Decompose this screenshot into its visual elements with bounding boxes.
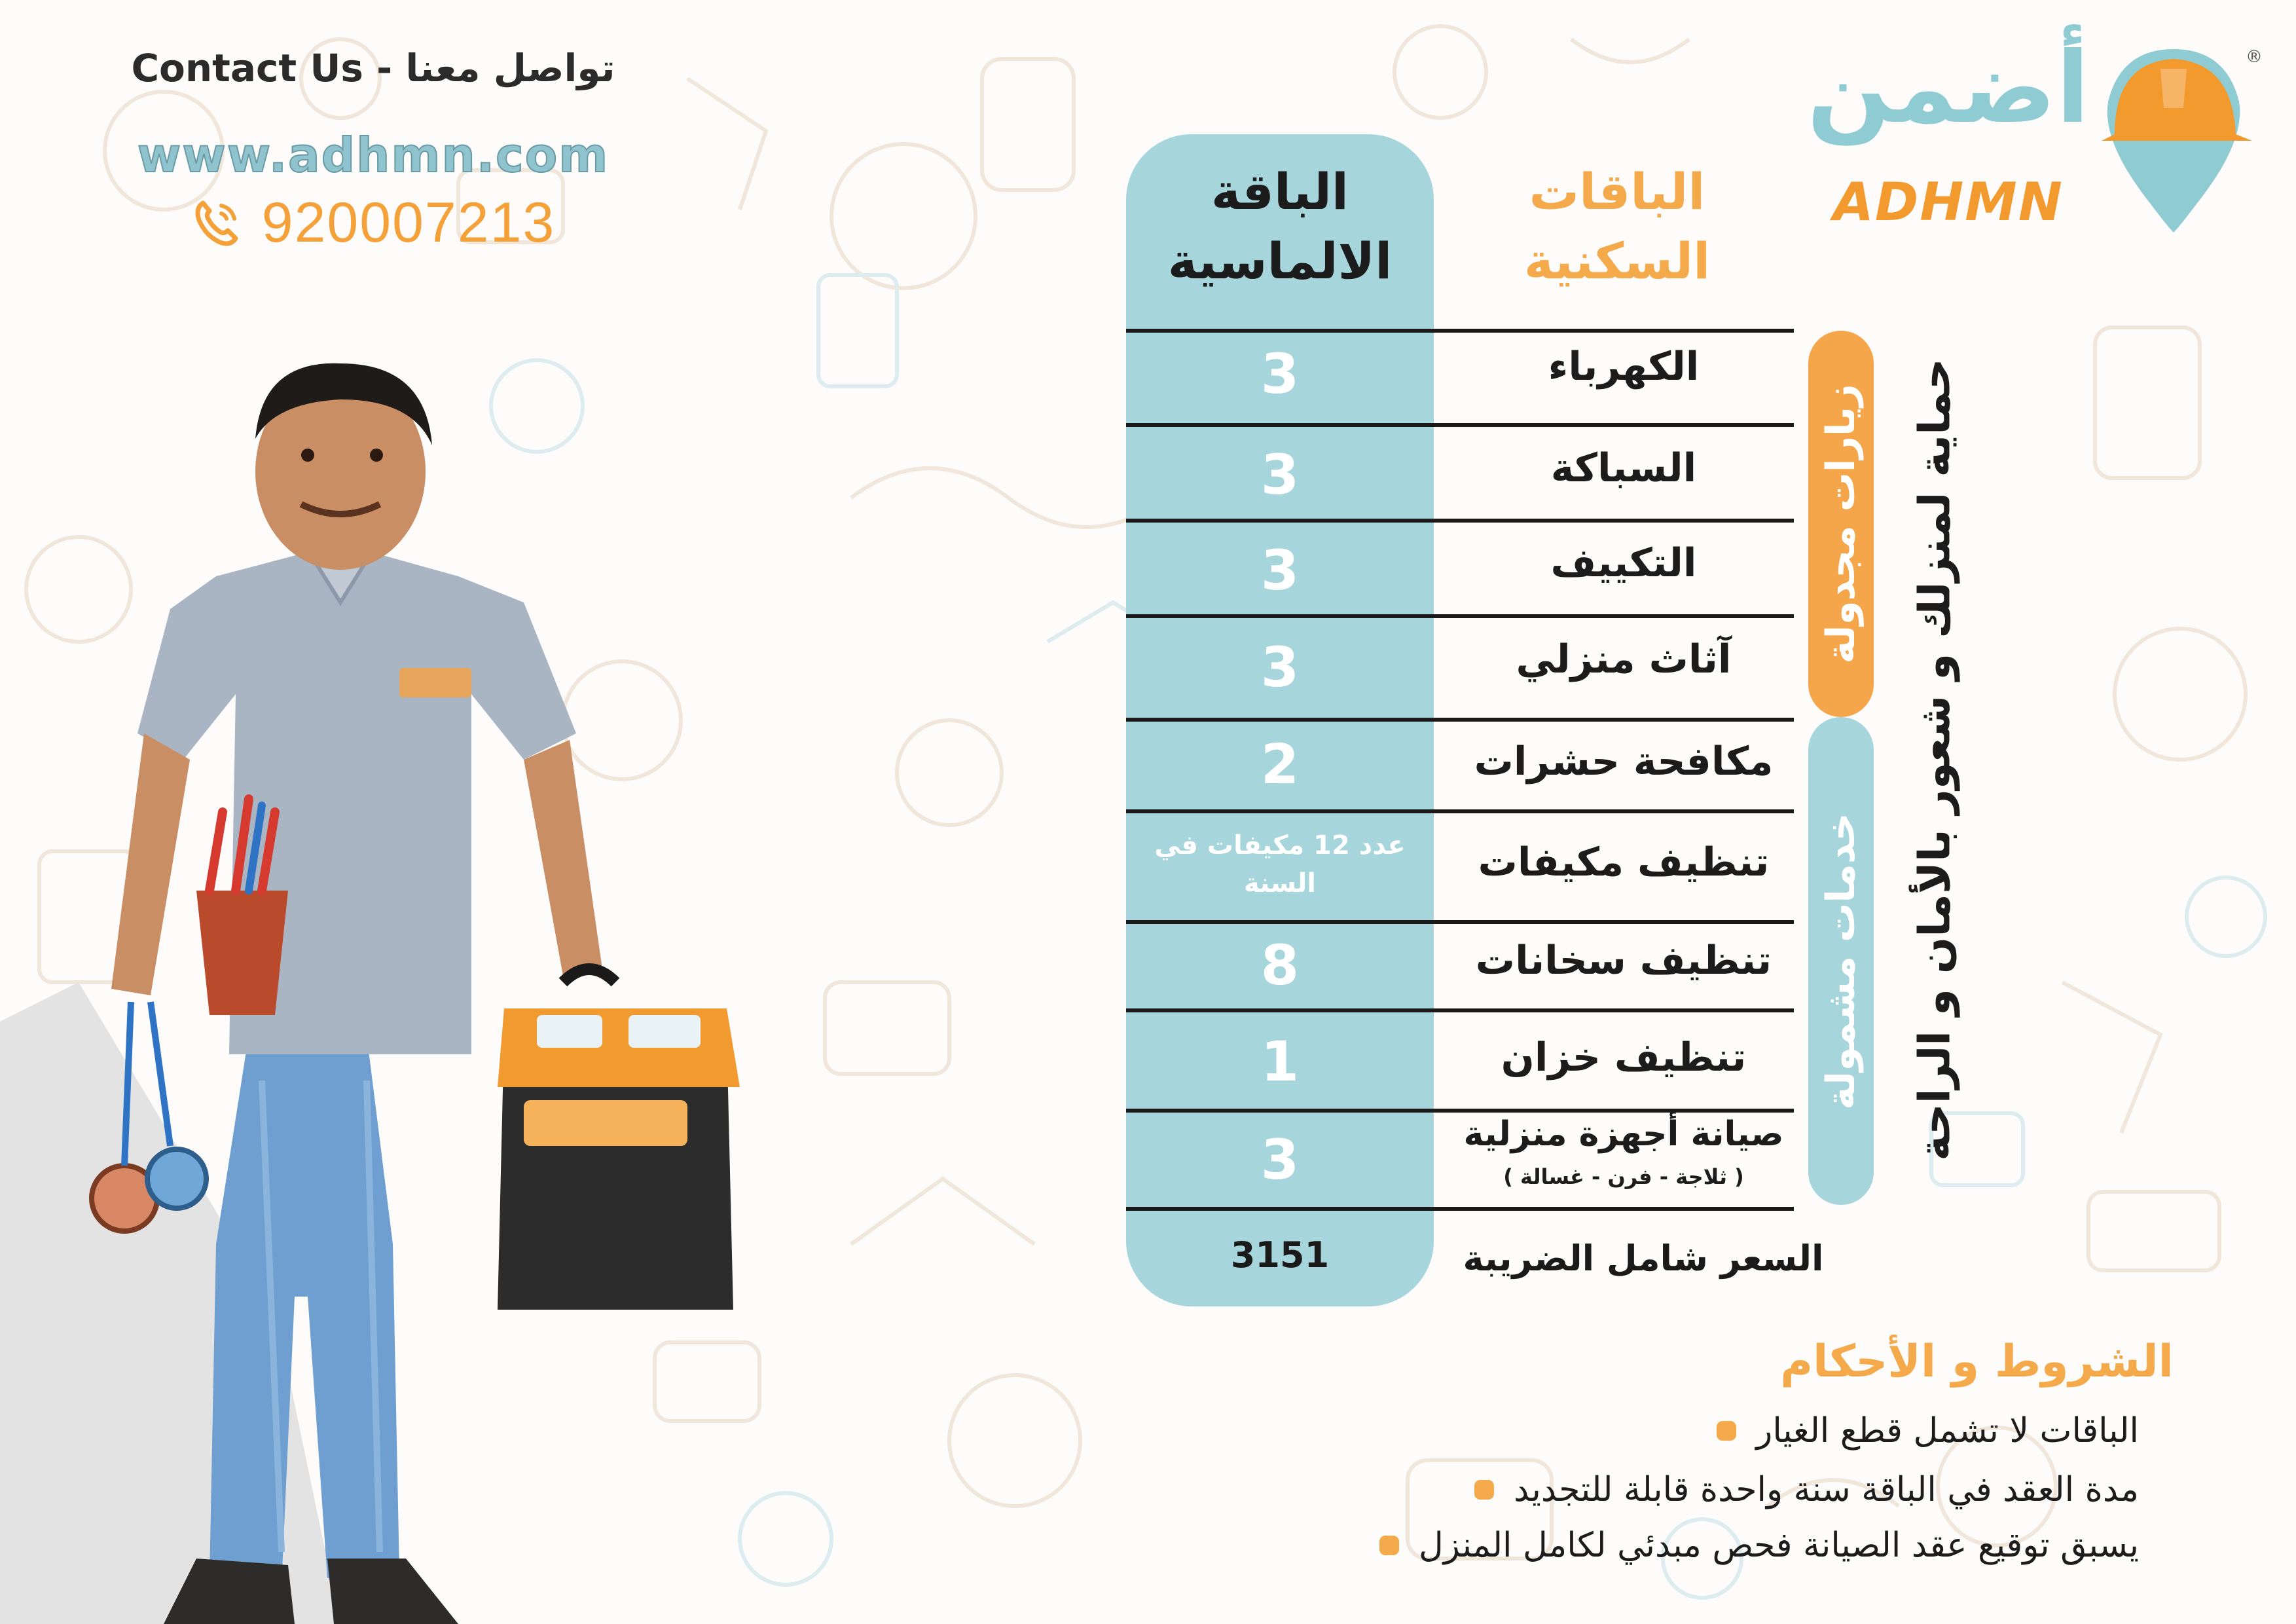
- tagline: حماية لمنزلك و شعور بالأمان و الراحة: [1909, 358, 1960, 1161]
- row-value-appliances: 3: [1260, 1128, 1300, 1192]
- phone-row[interactable]: [170, 190, 576, 255]
- website-link[interactable]: www.adhmn.com: [137, 128, 610, 183]
- row-sublabel-appliances: ( ثلاجة - فرن - غسالة ): [1503, 1164, 1744, 1189]
- logo-english-text: ADHMN: [1833, 172, 2064, 232]
- row-divider: [1126, 718, 1794, 722]
- terms-item-text: مدة العقد في الباقة سنة واحدة قابلة للتجديد: [1514, 1470, 2139, 1509]
- terms-item-text: الباقات لا تشمل قطع الغيار: [1756, 1411, 2139, 1450]
- terms-item: [1474, 1470, 2139, 1509]
- phone-icon: [191, 196, 244, 249]
- row-divider: [1126, 1008, 1794, 1012]
- price-value: 3151: [1230, 1234, 1330, 1276]
- row-label-ac-cleaning: تنظيف مكيفات: [1478, 840, 1770, 885]
- row-label-appliances: صيانة أجهزة منزلية: [1463, 1115, 1784, 1154]
- terms-item-text: يسبق توقيع عقد الصيانة فحص مبدئي لكامل المنزل: [1418, 1526, 2139, 1565]
- logo-arabic-text: أضمن: [1807, 31, 2090, 145]
- bullet-icon: [1717, 1421, 1736, 1441]
- technician-photo: [0, 327, 786, 1624]
- row-value-ac: 3: [1260, 538, 1300, 602]
- registered-mark: ®: [2246, 47, 2263, 67]
- price-label: السعر شامل الضريبة: [1463, 1238, 1824, 1279]
- row-label-pest-control: مكافحة حشرات: [1474, 739, 1774, 784]
- row-value-ac-cleaning: عدد 12 مكيفات في السنة: [1154, 830, 1406, 898]
- row-divider: [1126, 423, 1794, 427]
- row-value-pest-control: 2: [1260, 732, 1300, 796]
- row-label-tank-cleaning: تنظيف خزان: [1501, 1035, 1747, 1080]
- row-divider: [1126, 329, 1794, 333]
- row-divider: [1126, 614, 1794, 618]
- row-label-furniture: آثاث منزلي: [1516, 637, 1732, 682]
- row-label-ac: التكييف: [1550, 540, 1697, 586]
- terms-item: [1379, 1526, 2139, 1565]
- row-value-furniture: 3: [1260, 635, 1300, 699]
- row-value-heater-cleaning: 8: [1260, 933, 1300, 997]
- row-divider: [1126, 519, 1794, 523]
- residential-packages-header: الباقات السكنية: [1523, 162, 1711, 291]
- contact-title: Contact Us - تواصل معنا: [131, 46, 615, 90]
- row-value-plumbing: 3: [1260, 443, 1300, 507]
- bullet-icon: [1474, 1480, 1494, 1500]
- phone-number: 920007213: [261, 191, 556, 254]
- terms-title: الشروط و الأحكام: [1780, 1336, 2174, 1388]
- row-label-electricity: الكهرباء: [1548, 344, 1700, 390]
- row-divider: [1126, 1109, 1794, 1113]
- row-label-heater-cleaning: تنظيف سخانات: [1475, 938, 1772, 984]
- scheduled-visits-label: زيارات مجدولة: [1818, 384, 1864, 664]
- terms-item: [1717, 1411, 2139, 1450]
- row-divider: [1126, 920, 1794, 924]
- included-services-label: خدمات مشمولة: [1818, 813, 1864, 1110]
- bullet-icon: [1379, 1536, 1399, 1555]
- row-value-electricity: 3: [1260, 342, 1300, 406]
- row-label-plumbing: السباكة: [1550, 445, 1697, 491]
- row-value-tank-cleaning: 1: [1260, 1029, 1300, 1094]
- row-divider: [1126, 1207, 1794, 1211]
- row-divider: [1126, 809, 1794, 813]
- diamond-package-header: الباقة الالماسية: [1167, 162, 1393, 291]
